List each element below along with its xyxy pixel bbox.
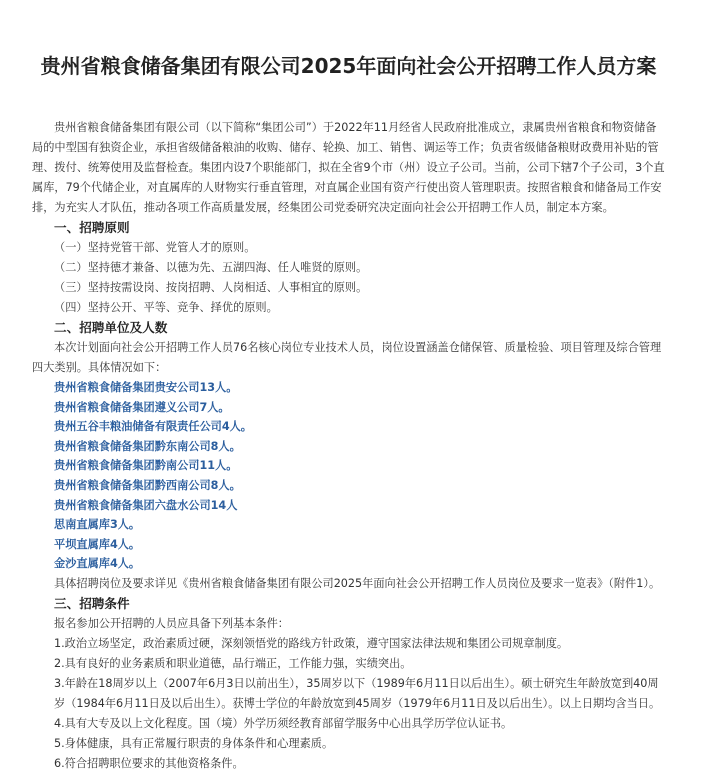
intro-paragraph: 贵州省粮食储备集团有限公司（以下简称“集团公司”）于2022年11月经省人民政府批准成立，隶属贵州省粮食和物资储备局的中型国有独资企业，承担省级储备粮油的收购、储存、轮换、加工、销售、调运等工作；负责省级储备粮财政费用补贴的管理、拨付、统筹使用及监督检查。集团内设7个职能部门，拟在全省9个市（州）设立子公司。当前，公司下辖7个子公司，3个直属库，79个代储企业，对直属库的人财物实行垂直管理，对直属企业国有资产行使出资人管理职责。按照省粮食和储备局工作安排，为充实人才队伍，推动各项工作高质量发展，经集团公司党委研究决定面向社会公开招聘工作人员，制定本方案。 [32, 121, 665, 214]
unit-item: 贵州五谷丰粮油储备有限责任公司4人。 [54, 420, 252, 434]
units-description: 本次计划面向社会公开招聘工作人员76名核心岗位专业技术人员，岗位设置涵盖仓储保管、质量检验、项目管理及综合管理四大类别。具体情况如下： [32, 341, 662, 374]
principle-item: （三）坚持按需设岗、按岗招聘、人岗相适、人事相宜的原则。 [54, 281, 368, 294]
principle-item: （一）坚持党管干部、党管人才的原则。 [54, 241, 256, 254]
document-title: 贵州省粮食储备集团有限公司2025年面向社会公开招聘工作人员方案 [40, 54, 657, 78]
unit-item: 贵州省粮食储备集团遵义公司7人。 [54, 400, 230, 414]
section-heading-principles: 一、招聘原则 [54, 220, 130, 235]
unit-item: 贵州省粮食储备集团黔西南公司8人。 [54, 478, 241, 492]
unit-item: 贵州省粮食储备集团贵安公司13人。 [54, 381, 238, 394]
unit-item: 平坝直属库4人。 [54, 537, 141, 551]
condition-item: 6.符合招聘职位要求的其他资格条件。 [54, 756, 244, 770]
unit-item: 贵州省粮食储备集团黔南公司11人。 [54, 459, 238, 473]
unit-item: 思南直属库3人。 [54, 518, 141, 532]
condition-item: 2.具有良好的业务素质和职业道德，品行端正，工作能力强，实绩突出。 [54, 656, 412, 670]
principle-item: （四）坚持公开、平等、竞争、择优的原则。 [54, 301, 278, 314]
unit-item: 贵州省粮食储备集团黔东南公司8人。 [54, 439, 241, 453]
section-heading-conditions: 三、招聘条件 [54, 595, 130, 611]
condition-item: 4.具有大专及以上文化程度。国（境）外学历须经教育部留学服务中心出具学历学位认证书。 [54, 716, 513, 730]
conditions-description: 报名参加公开招聘的人员应具备下列基本条件： [54, 616, 289, 630]
principle-item: （二）坚持德才兼备、以德为先、五湖四海、任人唯贤的原则。 [54, 261, 368, 274]
unit-item: 贵州省粮食储备集团六盘水公司14人 [54, 498, 238, 512]
condition-item: 1.政治立场坚定，政治素质过硬，深刻领悟党的路线方针政策，遵守国家法律法规和集团公司规章制度。 [54, 636, 569, 650]
unit-item: 金沙直属库4人。 [54, 557, 141, 571]
units-note: 具体招聘岗位及要求详见《贵州省粮食储备集团有限公司2025年面向社会公开招聘工作人员岗位及要求一览表》（附件1）。 [54, 576, 661, 590]
section-heading-units: 二、招聘单位及人数 [54, 320, 168, 335]
condition-item: 3.年龄在18周岁以上（2007年6月3日以前出生），35周岁以下（1989年6月11日以后出生）。硕士研究生年龄放宽到40周岁（1984年6月11日及以后出生）。获博士学位的年龄放宽到45周岁（1979年6月11日及以后出生）。以上日期均含当日。 [54, 676, 661, 710]
condition-item: 5.身体健康，具有正常履行职责的身体条件和心理素质。 [54, 736, 334, 750]
